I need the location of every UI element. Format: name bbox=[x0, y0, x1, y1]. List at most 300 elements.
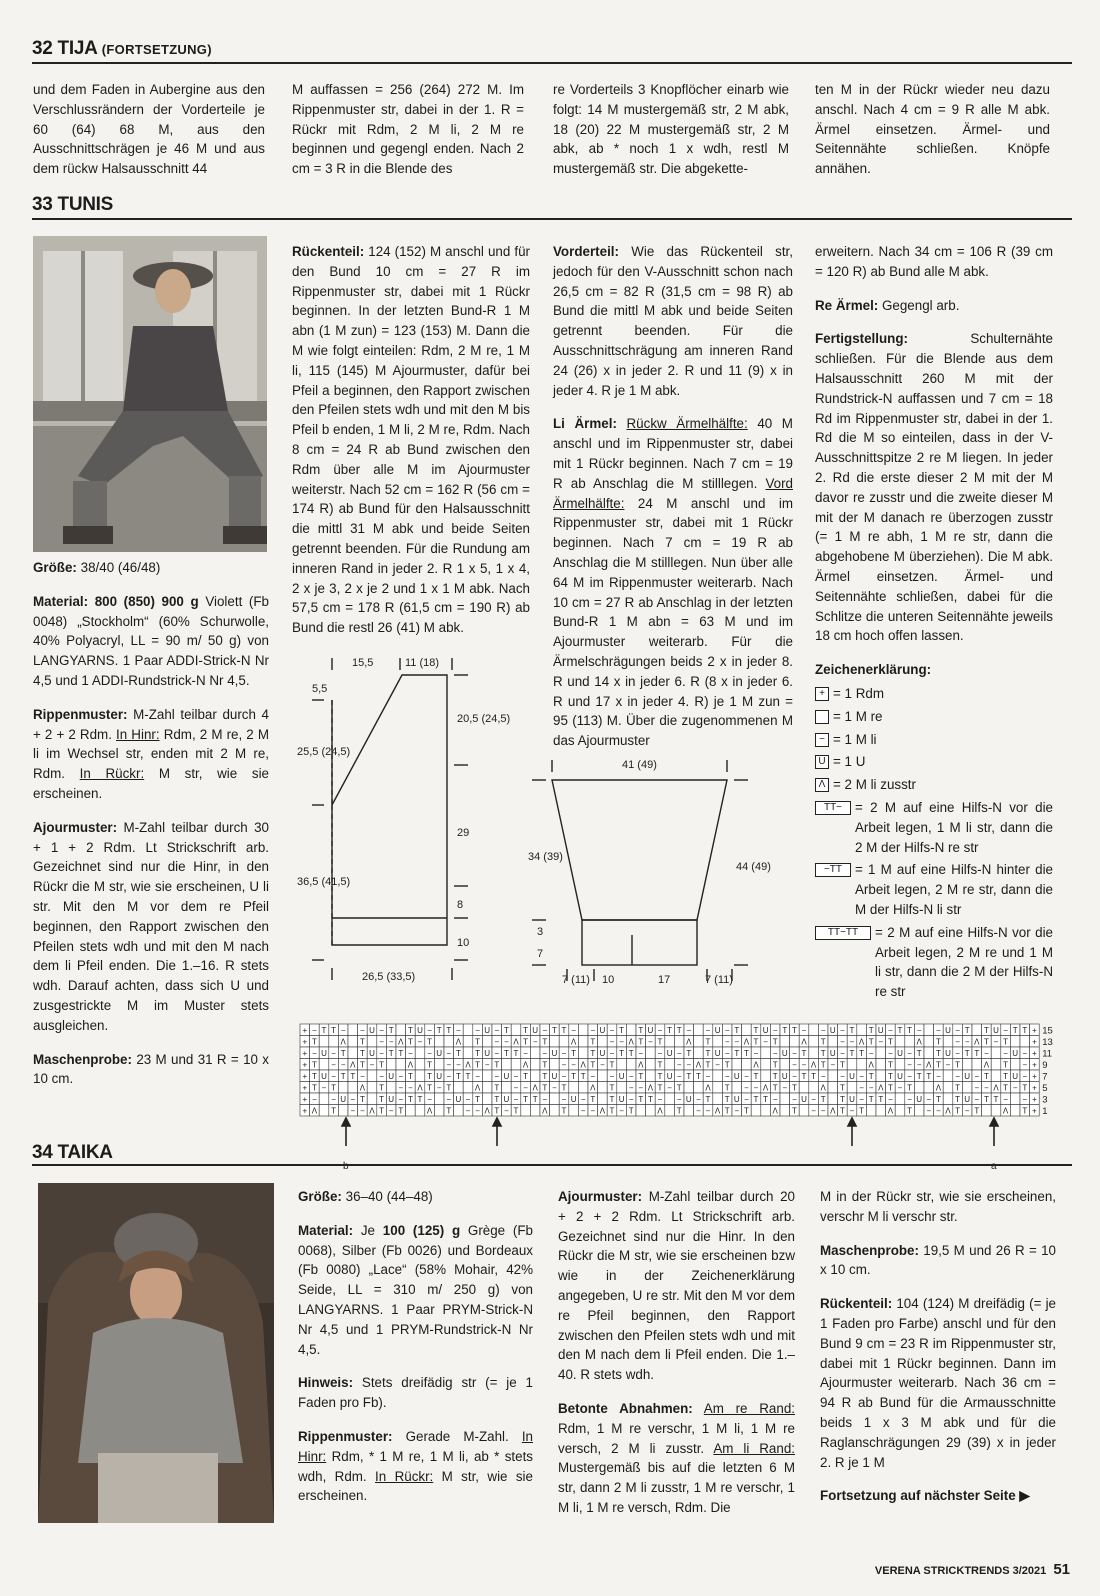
chart-cell-symbol: T bbox=[407, 1026, 413, 1035]
chart-cell bbox=[761, 1070, 771, 1082]
chart-cell bbox=[876, 1047, 886, 1059]
chart-cell-symbol: T bbox=[465, 1072, 471, 1081]
chart-cell-symbol: T bbox=[436, 1026, 442, 1035]
chart-cell-symbol: T bbox=[887, 1060, 893, 1070]
chart-cell-symbol: T bbox=[724, 1060, 730, 1070]
chart-cell-symbol: Λ bbox=[830, 1106, 836, 1116]
chart-cell-symbol: Λ bbox=[686, 1037, 692, 1047]
chart-cell-symbol: − bbox=[974, 1083, 980, 1093]
chart-cell-symbol: − bbox=[984, 1083, 989, 1093]
chart-cell-symbol: T bbox=[868, 1026, 874, 1035]
chart-cell bbox=[914, 1105, 924, 1117]
chart-cell-symbol: − bbox=[398, 1072, 404, 1081]
chart-cell-symbol: T bbox=[801, 1049, 807, 1058]
chart-cell-symbol: T bbox=[494, 1060, 500, 1070]
chart-cell-symbol: − bbox=[676, 1060, 682, 1070]
dim-lower: 36,5 (41,5) bbox=[297, 876, 351, 888]
chart-cell-symbol: + bbox=[1032, 1072, 1037, 1081]
chart-cell bbox=[857, 1059, 867, 1071]
maschen-label: Maschenprobe: bbox=[33, 1051, 132, 1067]
chart-cell-symbol: − bbox=[609, 1026, 615, 1035]
chart-cell-symbol: + bbox=[1032, 1060, 1037, 1070]
chart-cell-symbol: T bbox=[657, 1060, 663, 1070]
chart-cell-symbol: − bbox=[964, 1106, 970, 1116]
section-number: 32 bbox=[32, 38, 53, 59]
chart-cell-symbol: T bbox=[331, 1026, 337, 1035]
chart-cell-symbol: Λ bbox=[628, 1037, 634, 1047]
chart-cell bbox=[617, 1059, 627, 1071]
sec34-col3 bbox=[558, 1187, 795, 1532]
chart-cell-symbol: − bbox=[859, 1095, 864, 1104]
chart-cell-symbol: T bbox=[628, 1106, 634, 1116]
chart-cell bbox=[502, 1082, 512, 1094]
chart-cell-symbol: T bbox=[321, 1026, 327, 1035]
chart-cell-symbol: − bbox=[849, 1106, 855, 1116]
chart-cell-symbol: T bbox=[1003, 1072, 1009, 1081]
chart-cell-symbol: U bbox=[1012, 1072, 1019, 1081]
chart-cell bbox=[386, 1059, 396, 1071]
chart-cell bbox=[665, 1105, 675, 1117]
chart-cell-symbol: − bbox=[590, 1026, 596, 1035]
chart-cell-symbol: − bbox=[1022, 1060, 1028, 1070]
chart-cell bbox=[713, 1036, 723, 1048]
betonte-a: Rdm, 1 M re verschr, 1 M li, 1 M re versch, 2 M li zusstr. bbox=[558, 1420, 795, 1456]
chart-cell-symbol: + bbox=[302, 1072, 308, 1081]
chart-cell-symbol: T bbox=[1003, 1037, 1009, 1047]
chart-cell-symbol: − bbox=[657, 1095, 663, 1104]
chart-cell-symbol: T bbox=[772, 1072, 778, 1081]
chart-cell-symbol: U bbox=[714, 1049, 721, 1058]
chart-cell-symbol: Λ bbox=[810, 1060, 817, 1070]
chart-cell bbox=[895, 1036, 905, 1048]
chart-cell-symbol: − bbox=[820, 1106, 826, 1116]
chart-cell-symbol: T bbox=[887, 1072, 893, 1081]
chart-cell-symbol: − bbox=[379, 1026, 384, 1035]
chart-cell-symbol: Λ bbox=[887, 1106, 894, 1116]
chart-cell bbox=[367, 1070, 377, 1082]
chart-cell-symbol: − bbox=[504, 1106, 509, 1116]
chart-cell-symbol: − bbox=[676, 1049, 682, 1058]
chart-cell bbox=[454, 1105, 464, 1117]
chart-cell-symbol: − bbox=[1003, 1026, 1008, 1035]
chart-cell bbox=[1010, 1059, 1020, 1071]
chart-cell-symbol: T bbox=[311, 1083, 317, 1093]
chart-cell-symbol: − bbox=[465, 1106, 471, 1116]
chart-cell-symbol: − bbox=[446, 1049, 452, 1058]
li-aermel-a: 40 M anschl und im Rippenmuster str, dabei mit 1 Rückr beginnen. Nach 7 cm = 19 R ab Anschlag die M stilllegen. bbox=[553, 416, 793, 491]
chart-cell bbox=[646, 1070, 656, 1082]
chart-cell-symbol: − bbox=[830, 1060, 836, 1070]
sec32-col1: und dem Faden in Aubergine aus den Verschlussrändern der Vorderteile je 60 (64) 68 M, aus den Ausschnittschrägen je 46 M und aus dem rückw Halsausschnitt 44 bbox=[33, 82, 265, 177]
chart-cell-symbol: + bbox=[302, 1037, 308, 1047]
chart-cell bbox=[828, 1093, 838, 1105]
chart-cell-symbol: − bbox=[484, 1060, 490, 1070]
chart-cell bbox=[694, 1047, 704, 1059]
chart-cell-symbol: Λ bbox=[858, 1037, 865, 1047]
chart-cell-symbol: − bbox=[1003, 1095, 1008, 1104]
legend-text: = 1 M re bbox=[833, 708, 883, 724]
chart-cell-symbol: − bbox=[619, 1037, 624, 1047]
chart-cell-symbol: T bbox=[340, 1072, 346, 1081]
chart-cell-symbol: T bbox=[379, 1083, 385, 1093]
material-text: Grège (Fb 0068), Silber (Fb 0026) und Bordeaux (Fb 0080) „Lace“ (58% Mohair, 42% Seide, LL = 310 m/ 250 g) von LANGYARNS. 1 Paar PRYM-Strick-N Nr 4,5 und 1 PRYM-Rundstrick-N Nr 4,5. bbox=[298, 1222, 533, 1357]
chart-cell-symbol: T bbox=[359, 1049, 365, 1058]
chart-cell-symbol: T bbox=[590, 1060, 596, 1070]
chart-cell bbox=[396, 1024, 406, 1036]
magazine-name: VERENA STRICKTRENDS 3/2021 bbox=[874, 1565, 1047, 1577]
chart-cell-symbol: T bbox=[1022, 1106, 1028, 1116]
chart-cell-symbol: − bbox=[916, 1060, 922, 1070]
chart-cell-symbol: − bbox=[532, 1037, 538, 1047]
chart-cell bbox=[876, 1105, 886, 1117]
chart-cell bbox=[348, 1036, 358, 1048]
chart-cell bbox=[924, 1047, 934, 1059]
chart-cell-symbol: T bbox=[964, 1026, 970, 1035]
chart-cell bbox=[895, 1093, 905, 1105]
chart-cell bbox=[991, 1059, 1001, 1071]
sleeve-top: 41 (49) bbox=[622, 759, 657, 771]
chart-cell-symbol: − bbox=[888, 1049, 893, 1058]
chart-cell bbox=[799, 1082, 809, 1094]
chart-cell bbox=[530, 1059, 540, 1071]
chart-cell-symbol: T bbox=[782, 1026, 788, 1035]
chart-cell-symbol: T bbox=[724, 1083, 730, 1093]
chart-cell-symbol: T bbox=[820, 1060, 826, 1070]
groesse-label: Größe: bbox=[33, 560, 77, 575]
legend-item bbox=[815, 684, 1053, 704]
chart-cell-symbol: − bbox=[657, 1026, 663, 1035]
chart-cell-symbol: − bbox=[312, 1095, 317, 1104]
chart-cell bbox=[828, 1036, 838, 1048]
chart-cell-symbol: − bbox=[465, 1095, 471, 1104]
chart-cell-symbol: − bbox=[993, 1037, 999, 1047]
chart-cell-symbol: − bbox=[350, 1095, 356, 1104]
rippen-a: M-Zahl teilbar durch 4 + 2 + 2 Rdm. bbox=[33, 706, 269, 742]
vorderteil-text: Wie das Rückenteil str, jedoch für den V-Ausschnitt schon nach 26,5 cm = 82 R (31,5 cm = 98 R) ab Bund die mittl M abk und beide Seiten getrennt beenden. Für die Ausschnittschrägung am inneren Rand 24 (26) x in jeder 2. R und 11 (9) x in jeder 4. R je 1 M abk. bbox=[553, 244, 793, 398]
chart-cell-symbol: − bbox=[926, 1106, 932, 1116]
chart-cell-symbol: + bbox=[302, 1060, 308, 1070]
chart-cell-symbol: T bbox=[359, 1037, 365, 1047]
sleeve-b4: 7 (11) bbox=[705, 974, 733, 986]
chart-cell-symbol: − bbox=[331, 1095, 336, 1104]
chart-cell-symbol: T bbox=[753, 1095, 759, 1104]
chart-cell-symbol: Λ bbox=[542, 1106, 548, 1116]
chart-cell-symbol: − bbox=[955, 1037, 960, 1047]
legend-item bbox=[815, 730, 1053, 750]
maschen-label: Maschenprobe: bbox=[820, 1242, 919, 1258]
chart-cell-symbol: + bbox=[302, 1026, 308, 1035]
chart-cell bbox=[684, 1082, 694, 1094]
chart-cell bbox=[876, 1059, 886, 1071]
chart-cell-symbol: − bbox=[907, 1060, 912, 1070]
chart-cell-symbol: − bbox=[619, 1106, 624, 1116]
sleeve-right-len: 44 (49) bbox=[736, 861, 771, 873]
chart-cell-symbol: T bbox=[407, 1095, 413, 1104]
chart-cell-symbol: T bbox=[983, 1026, 989, 1035]
chart-cell-symbol: + bbox=[1032, 1049, 1037, 1058]
chart-cell-symbol: − bbox=[388, 1106, 394, 1116]
rippen-c: M str, wie sie erscheinen. bbox=[298, 1468, 533, 1504]
chart-cell-symbol: − bbox=[427, 1026, 432, 1035]
chart-cell-symbol: + bbox=[302, 1095, 308, 1104]
sleeve-b2: 10 bbox=[602, 974, 615, 986]
chart-cell-symbol: T bbox=[407, 1037, 413, 1047]
rueckr-label: In Rückr: bbox=[375, 1468, 434, 1484]
chart-cell-symbol: T bbox=[446, 1106, 452, 1116]
chart-cell bbox=[482, 1093, 492, 1105]
li-aermel-b: 24 M anschl und im Rippenmuster str, dabei mit 1 Rückr beginnen. Nach 7 cm = 19 R ab Anschlag die M stilllegen. Nun über alle 64 M im Rippenmuster weiterarb. Nach 10 cm = 27 R ab Anschlag in der letzten Bund-R 1 M abn = 63 M und im Ajourmuster weiterarb. Für die Ärmelschrägungen beids 2 x in jeder 8. R und 14 x in jeder 6. R (8 x in jeder 6. R und 17 x in jeder 4. R) je 1 M zun = 95 (113) M. Über die zugenommenen M das Ajourmuster bbox=[553, 495, 793, 749]
chart-cell-symbol: T bbox=[907, 1083, 913, 1093]
chart-cell-symbol: − bbox=[964, 1037, 970, 1047]
chart-cell-symbol: U bbox=[993, 1026, 999, 1035]
chart-cell-symbol: T bbox=[772, 1060, 778, 1070]
rueckenteil-text: 124 (152) M anschl und für den Bund 10 cm = 27 R im Rippenmuster str, dabei mit 1 Rückr beginnen. In der letzten Bund-R 1 M abn (1 M zun) = 123 (153) M. Dann die M wie folgt einteilen: Rdm, 2 M re, 1 M li, 115 (145) M Ajourmuster, dafür bei Pfeil a beginnen, den Rapport zwischen den Pfeilen stets wdh und mit den M bis Pfeil b enden, 1 M li, 2 M re, Rdm. Nach 8 cm = 24 R ab Bund zwischen den Rdm über alle M im Ajourmuster weiterstr. Nach 52 cm = 162 R (56 cm = 174 R) ab Bund für den Halsausschnitt die mittl 31 M abk und beide Seiten getrennt beenden. Für die Rundung am inneren Rand in jeder 2. R 1 x 5, 1 x 4, 2 x je 3, 2 x je 2 und 1 x 1 M abk. Nach 57,5 cm = 178 R (61,5 cm = 190 R) ab Bund die restl 26 (41) M abk. bbox=[292, 244, 530, 636]
chart-cell-symbol: − bbox=[427, 1049, 432, 1058]
hinweis-text: Stets dreifädig str (= je 1 Faden pro Fb). bbox=[298, 1375, 533, 1411]
chart-cell-symbol: Λ bbox=[474, 1083, 481, 1093]
chart-cell-symbol: − bbox=[398, 1095, 404, 1104]
chart-cell-symbol: − bbox=[859, 1083, 864, 1093]
material-label: Material: bbox=[298, 1222, 354, 1238]
chart-cell-symbol: − bbox=[360, 1106, 365, 1116]
chart-cell bbox=[761, 1105, 771, 1117]
maschen-text: 19,5 M und 26 R = 10 x 10 cm. bbox=[820, 1242, 1056, 1278]
chart-cell bbox=[809, 1082, 819, 1094]
chart-cell-symbol: T bbox=[311, 1060, 317, 1070]
chart-cell-symbol: T bbox=[379, 1095, 385, 1104]
hinweis-label: Hinweis: bbox=[298, 1375, 354, 1391]
chart-cell bbox=[646, 1047, 656, 1059]
chart-cell-symbol: − bbox=[849, 1037, 855, 1047]
fortsetzung-link[interactable]: Fortsetzung auf nächster Seite ▶ bbox=[820, 1488, 1030, 1504]
chart-cell-symbol: T bbox=[964, 1049, 970, 1058]
chart-cell-symbol: T bbox=[647, 1095, 653, 1104]
chart-cell bbox=[732, 1059, 742, 1071]
chart-cell bbox=[319, 1059, 329, 1071]
legend-symbol: TT− bbox=[815, 801, 851, 815]
chart-cell-symbol: T bbox=[839, 1095, 845, 1104]
chart-cell-symbol: − bbox=[628, 1072, 634, 1081]
chart-cell-symbol: U bbox=[618, 1072, 625, 1081]
chart-cell-symbol: − bbox=[542, 1049, 548, 1058]
sec33-col4 bbox=[815, 242, 1053, 1005]
chart-cell bbox=[550, 1105, 560, 1117]
chart-cell-symbol: U bbox=[503, 1072, 510, 1081]
chart-cell-symbol: − bbox=[408, 1083, 413, 1093]
legend-item bbox=[815, 775, 1053, 795]
chart-cell-symbol: T bbox=[1022, 1026, 1028, 1035]
footer bbox=[875, 1561, 1070, 1578]
chart-cell-symbol: + bbox=[302, 1106, 308, 1116]
chart-cell-symbol: T bbox=[820, 1095, 826, 1104]
chart-cell-symbol: − bbox=[763, 1037, 768, 1047]
chart-cell-symbol: T bbox=[427, 1037, 433, 1047]
chart-cell bbox=[559, 1036, 569, 1048]
material-amount: 100 (125) g bbox=[382, 1222, 461, 1238]
chart-cell-symbol: − bbox=[868, 1049, 874, 1058]
chart-cell-symbol: Λ bbox=[714, 1106, 721, 1116]
chart-cell-symbol: − bbox=[955, 1049, 960, 1058]
chart-cell bbox=[598, 1093, 608, 1105]
chart-cell-symbol: Λ bbox=[647, 1083, 654, 1093]
chart-cell-symbol: + bbox=[1032, 1037, 1037, 1047]
chart-cell-symbol: − bbox=[936, 1026, 941, 1035]
legend-item bbox=[815, 923, 1053, 1002]
chart-cell-symbol: T bbox=[523, 1026, 529, 1035]
chart-cell-symbol: Λ bbox=[599, 1106, 606, 1116]
legend-symbol: U bbox=[815, 755, 829, 769]
chart-cell-symbol: − bbox=[744, 1072, 749, 1081]
chart-cell-symbol: − bbox=[360, 1026, 365, 1035]
chart-cell-symbol: T bbox=[657, 1037, 663, 1047]
chart-cell bbox=[415, 1105, 425, 1117]
chart-cell bbox=[694, 1082, 704, 1094]
chart-cell-symbol: T bbox=[455, 1072, 461, 1081]
chart-cell-symbol: T bbox=[935, 1060, 941, 1070]
chart-cell-symbol: − bbox=[561, 1095, 567, 1104]
chart-cell-symbol: T bbox=[427, 1060, 433, 1070]
chart-cell bbox=[329, 1036, 339, 1048]
dim-armhole: 20,5 (24,5) bbox=[457, 713, 511, 725]
chart-cell-symbol: T bbox=[839, 1106, 845, 1116]
chart-cell-symbol: − bbox=[561, 1072, 567, 1081]
photo-tunis-image bbox=[33, 236, 267, 552]
chart-cell-symbol: Λ bbox=[926, 1060, 932, 1070]
chart-cell-symbol: T bbox=[686, 1072, 692, 1081]
chart-cell-symbol: Λ bbox=[935, 1083, 942, 1093]
chart-cell-symbol: T bbox=[523, 1037, 529, 1047]
chart-cell-symbol: T bbox=[561, 1026, 567, 1035]
chart-row-label: 3 bbox=[1042, 1094, 1048, 1106]
chart-cell-symbol: − bbox=[513, 1072, 519, 1081]
chart-cell-symbol: U bbox=[666, 1049, 673, 1058]
chart-cell bbox=[895, 1059, 905, 1071]
chart-cell-symbol: U bbox=[388, 1072, 395, 1081]
chart-cell bbox=[674, 1036, 684, 1048]
chart-cell-symbol: T bbox=[388, 1026, 394, 1035]
sleeve-b1: 7 (11) bbox=[562, 974, 590, 986]
chart-cell-symbol: Λ bbox=[983, 1060, 990, 1070]
sleeve-cuff-a: 3 bbox=[537, 926, 544, 938]
chart-cell-symbol: T bbox=[868, 1037, 874, 1047]
dim-shoulder-drop: 5,5 bbox=[312, 683, 328, 695]
chart-cell-symbol: Λ bbox=[705, 1083, 711, 1093]
chart-cell-symbol: T bbox=[955, 1095, 961, 1104]
chart-cell-symbol: T bbox=[475, 1060, 481, 1070]
chart-cell-symbol: T bbox=[340, 1049, 346, 1058]
chart-cell bbox=[367, 1036, 377, 1048]
chart-cell bbox=[991, 1070, 1001, 1082]
legend-text: = 1 Rdm bbox=[833, 685, 884, 701]
chart-cell-symbol: − bbox=[456, 1060, 461, 1070]
chart-cell-symbol: Λ bbox=[484, 1106, 490, 1116]
chart-cell-symbol: T bbox=[446, 1083, 452, 1093]
chart-cell bbox=[636, 1105, 646, 1117]
chart-cell bbox=[905, 1036, 915, 1048]
legend-symbol bbox=[815, 710, 829, 724]
chart-cell bbox=[809, 1036, 819, 1048]
chart-cell-symbol: − bbox=[840, 1037, 845, 1047]
chart-cell-symbol: U bbox=[829, 1049, 836, 1058]
groesse-value: 38/40 (46/48) bbox=[80, 560, 161, 575]
chart-cell-symbol: Λ bbox=[580, 1060, 586, 1070]
chart-cell-symbol: T bbox=[638, 1095, 644, 1104]
chart-cell-symbol: − bbox=[811, 1095, 816, 1104]
fertig-text: Schulternähte schließen. Für die Blende aus dem Halsausschnitt 260 M mit der Rundstrick-N auffassen und 7 cm = 18 Rd im Rippenmuster str, dabei in der 1. Rd die M so einteilen, dass in der V-Ausschnittspitze 2 re M liegen. In jeder 2. Rd die erste dieser 2 M mit der M davor re zusstr und die zweite dieser M mit der M danach re überzogen zusstr (= 1 M re abh, 1 M re str, dann die abgehobene M überziehen). Die M abk. Ärmel einsetzen. Ärmel- und Seitennähte schließen, dabei für die Schlitze die unteren Seitennähte jeweils 18 cm hoch offen lassen. bbox=[815, 331, 1053, 644]
chart-cell-symbol: − bbox=[753, 1083, 759, 1093]
chart-cell-symbol: − bbox=[1012, 1083, 1018, 1093]
chart-cell-symbol: U bbox=[369, 1049, 375, 1058]
chart-cell-symbol: T bbox=[753, 1026, 759, 1035]
chart-cell-symbol: − bbox=[772, 1026, 778, 1035]
chart-cell bbox=[780, 1036, 790, 1048]
chart-cell-symbol: T bbox=[1012, 1026, 1018, 1035]
section-name: TAIKA bbox=[57, 1142, 113, 1163]
chart-cell bbox=[991, 1105, 1001, 1117]
material-text: Violett (Fb 0048) „Stockholm“ (60% Schurwolle, 40% Polyacryl, LL = 90 m/ 50 g) von LANGYARNS. 1 Paar ADDI-Strick-N Nr 4,5 und 1 ADDI-Rundstrick-N Nr 4,5. bbox=[33, 593, 269, 688]
chart-cell bbox=[434, 1059, 444, 1071]
maschen-text: 23 M und 31 R = 10 x 10 cm. bbox=[33, 1051, 269, 1087]
chart-cell-symbol: T bbox=[503, 1049, 509, 1058]
chart-cell-symbol: − bbox=[705, 1026, 711, 1035]
chart-cell bbox=[828, 1082, 838, 1094]
chart-cell-symbol: − bbox=[811, 1106, 816, 1116]
chart-cell-symbol: T bbox=[868, 1072, 874, 1081]
chart-cell bbox=[991, 1047, 1001, 1059]
chart-cell bbox=[463, 1082, 473, 1094]
chart-cell bbox=[396, 1059, 406, 1071]
chart-cell-symbol: T bbox=[983, 1037, 989, 1047]
chart-cell-symbol: T bbox=[695, 1072, 701, 1081]
chart-cell-symbol: − bbox=[504, 1037, 509, 1047]
chart-cell-symbol: − bbox=[686, 1026, 692, 1035]
chart-cell-symbol: T bbox=[772, 1083, 778, 1093]
chart-cell bbox=[924, 1036, 934, 1048]
chart-cell bbox=[319, 1105, 329, 1117]
legend-symbol: + bbox=[815, 687, 829, 701]
chart-cell-symbol: U bbox=[455, 1095, 462, 1104]
chart-cell bbox=[348, 1047, 358, 1059]
chart-cell-symbol: − bbox=[1022, 1095, 1028, 1104]
chart-cell-symbol: − bbox=[628, 1083, 634, 1093]
chart-cell-symbol: T bbox=[820, 1037, 826, 1047]
chart-cell-symbol: − bbox=[974, 1095, 980, 1104]
chart-cell-symbol: T bbox=[359, 1060, 365, 1070]
chart-cell-symbol: T bbox=[609, 1083, 615, 1093]
chart-cell-symbol: T bbox=[839, 1083, 845, 1093]
chart-cell-symbol: T bbox=[455, 1049, 461, 1058]
chart-cell-symbol: Λ bbox=[513, 1037, 519, 1047]
rippen-c: M str, wie sie erscheinen. bbox=[33, 766, 269, 801]
chart-cell-symbol: Λ bbox=[417, 1083, 423, 1093]
chart-cell bbox=[962, 1059, 972, 1071]
legend bbox=[815, 684, 1053, 1002]
sec33-col3 bbox=[553, 242, 793, 765]
chart-cell bbox=[511, 1059, 521, 1071]
chart-cell-symbol: T bbox=[926, 1072, 932, 1081]
chart-cell-symbol: − bbox=[936, 1106, 941, 1116]
chart-cell-symbol: T bbox=[561, 1083, 567, 1093]
chart-cell bbox=[434, 1093, 444, 1105]
chart-cell-symbol: − bbox=[523, 1083, 528, 1093]
page-number: 51 bbox=[1053, 1561, 1070, 1578]
chart-cell-symbol: U bbox=[685, 1095, 692, 1104]
chart-cell bbox=[742, 1059, 752, 1071]
chart-cell-symbol: Λ bbox=[695, 1060, 702, 1070]
re-aermel-text: Gegengl arb. bbox=[882, 297, 960, 313]
chart-cell-symbol: − bbox=[734, 1106, 740, 1116]
chart-cell bbox=[914, 1082, 924, 1094]
